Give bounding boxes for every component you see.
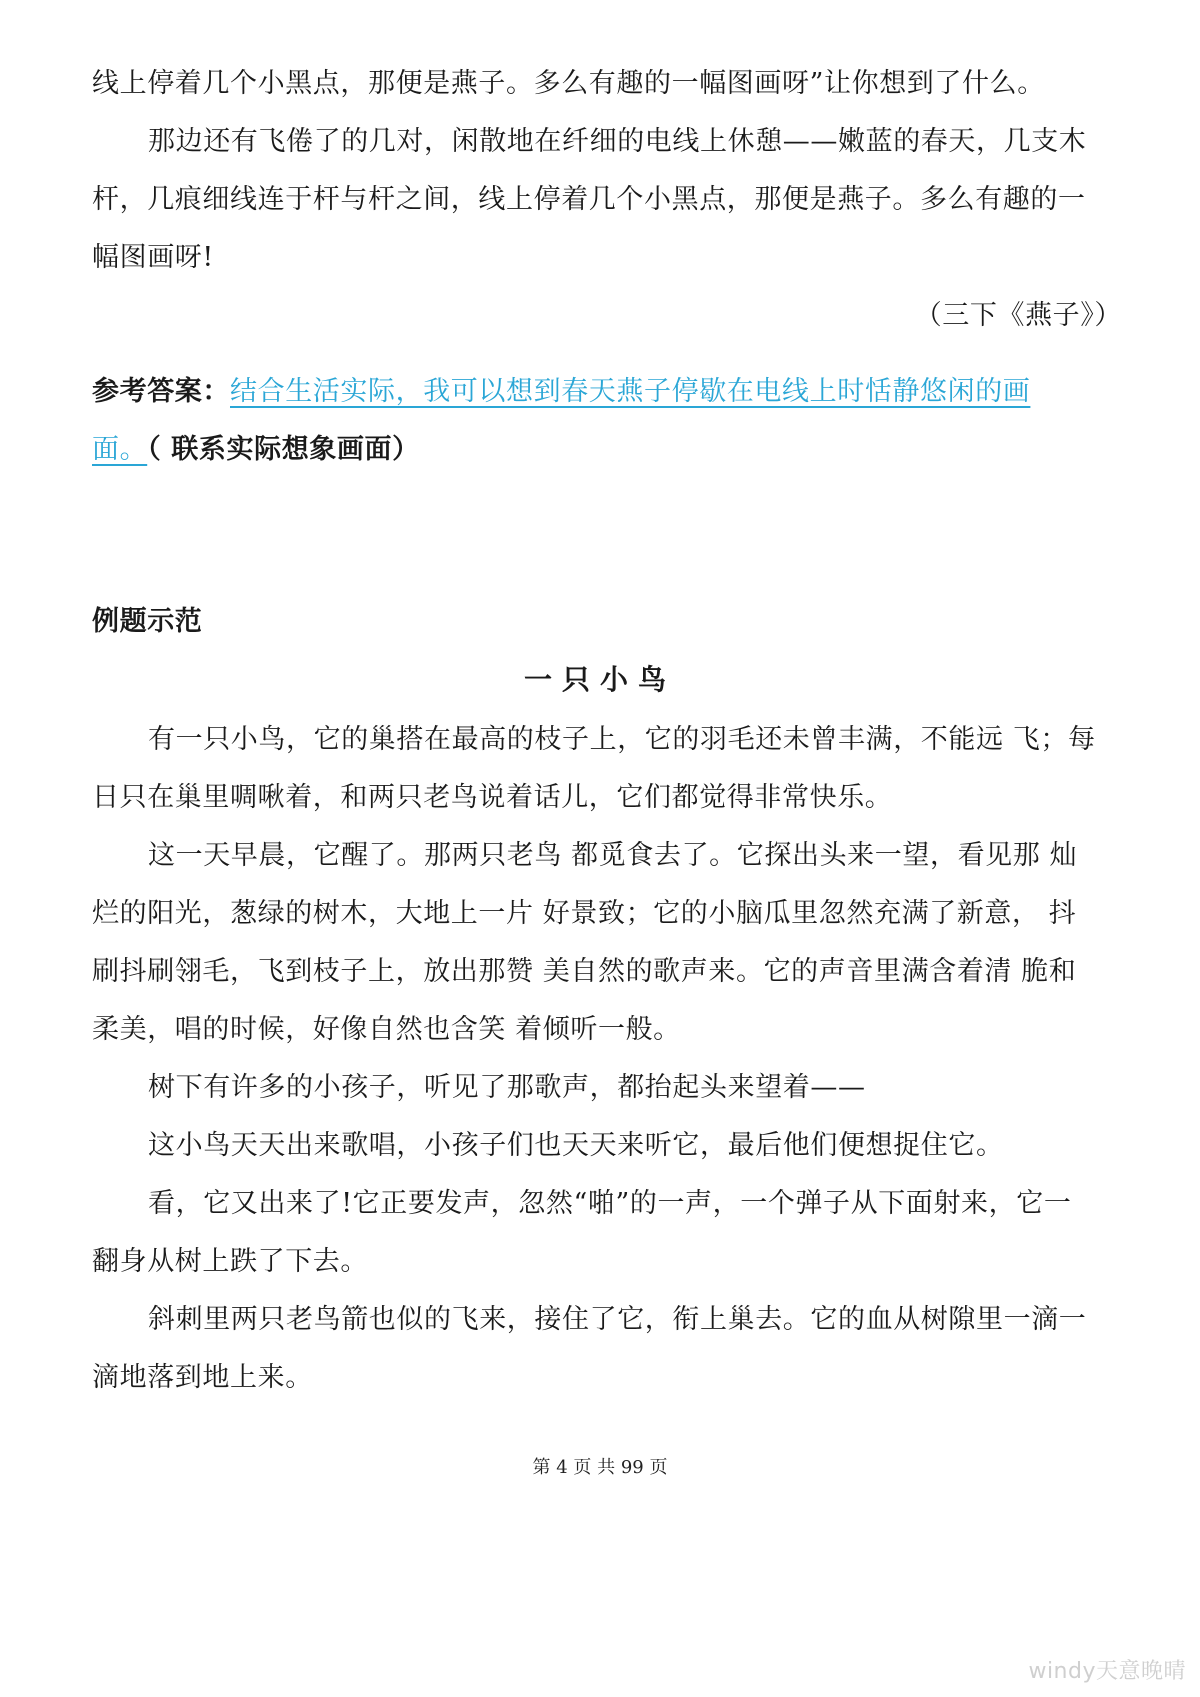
passage-paragraph-line: 幅图画呀! (92, 242, 214, 273)
passage-paragraph-line: 杆，几痕细线连于杆与杆之间，线上停着几个小黑点，那便是燕子。多么有趣的一 (92, 184, 1086, 215)
story-line: 有一只小鸟，它的巢搭在最高的枝子上，它的羽毛还未曾丰满，不能远 飞；每 (148, 724, 1096, 755)
story-line: 树下有许多的小孩子，听见了那歌声，都抬起头来望着—— (148, 1072, 866, 1103)
answer-text: 面。 (92, 434, 148, 465)
answer-line-1 (92, 372, 1122, 412)
story-line: 看，它又出来了!它正要发声，忽然“啪”的一声，一个弹子从下面射来，它一 (148, 1188, 1072, 1219)
answer-text: 结合生活实际，我可以想到春天燕子停歇在电线上时恬静悠闲的画 (230, 376, 1031, 407)
page-footer: 第 4 页 共 99 页 (532, 1457, 668, 1478)
passage-top-line: 线上停着几个小黑点，那便是燕子。多么有趣的一幅图画呀”让你想到了什么。 (92, 68, 1045, 99)
story-line: 斜刺里两只老鸟箭也似的飞来，接住了它，衔上巢去。它的血从树隙里一滴一 (148, 1304, 1087, 1335)
story-line: 烂的阳光，葱绿的树木，大地上一片 好景致；它的小脑瓜里忽然充满了新意， 抖 (92, 898, 1077, 929)
passage-source: （三下《燕子》） (914, 300, 1122, 331)
story-line: 滴地落到地上来。 (92, 1362, 313, 1393)
story-line: 这小鸟天天出来歌唱，小孩子们也天天来听它，最后他们便想捉住它。 (148, 1130, 1004, 1161)
watermark: windy天意晚晴 (1028, 1659, 1186, 1684)
section-heading: 例题示范 (92, 606, 203, 637)
story-line: 日只在巢里啁啾着，和两只老鸟说着话儿，它们都觉得非常快乐。 (92, 782, 893, 813)
answer-note: （ 联系实际想象画面） (147, 434, 420, 465)
story-line: 柔美，唱的时候，好像自然也含笑 着倾听一般。 (92, 1014, 681, 1045)
story-line: 这一天早晨，它醒了。那两只老鸟 都觅食去了。它探出头来一望，看见那 灿 (148, 840, 1078, 871)
story-line: 翻身从树上跌了下去。 (92, 1246, 368, 1277)
answer-line-2 (92, 430, 1122, 470)
answer-label: 参考答案： (92, 376, 230, 407)
story-line: 刷抖刷翎毛，飞到枝子上，放出那赞 美自然的歌声来。它的声音里满含着清 脆和 (92, 956, 1077, 987)
story-title: 一只小鸟 (523, 663, 676, 696)
passage-paragraph-line: 那边还有飞倦了的几对，闲散地在纤细的电线上休憩——嫩蓝的春天，几支木 (148, 126, 1087, 157)
